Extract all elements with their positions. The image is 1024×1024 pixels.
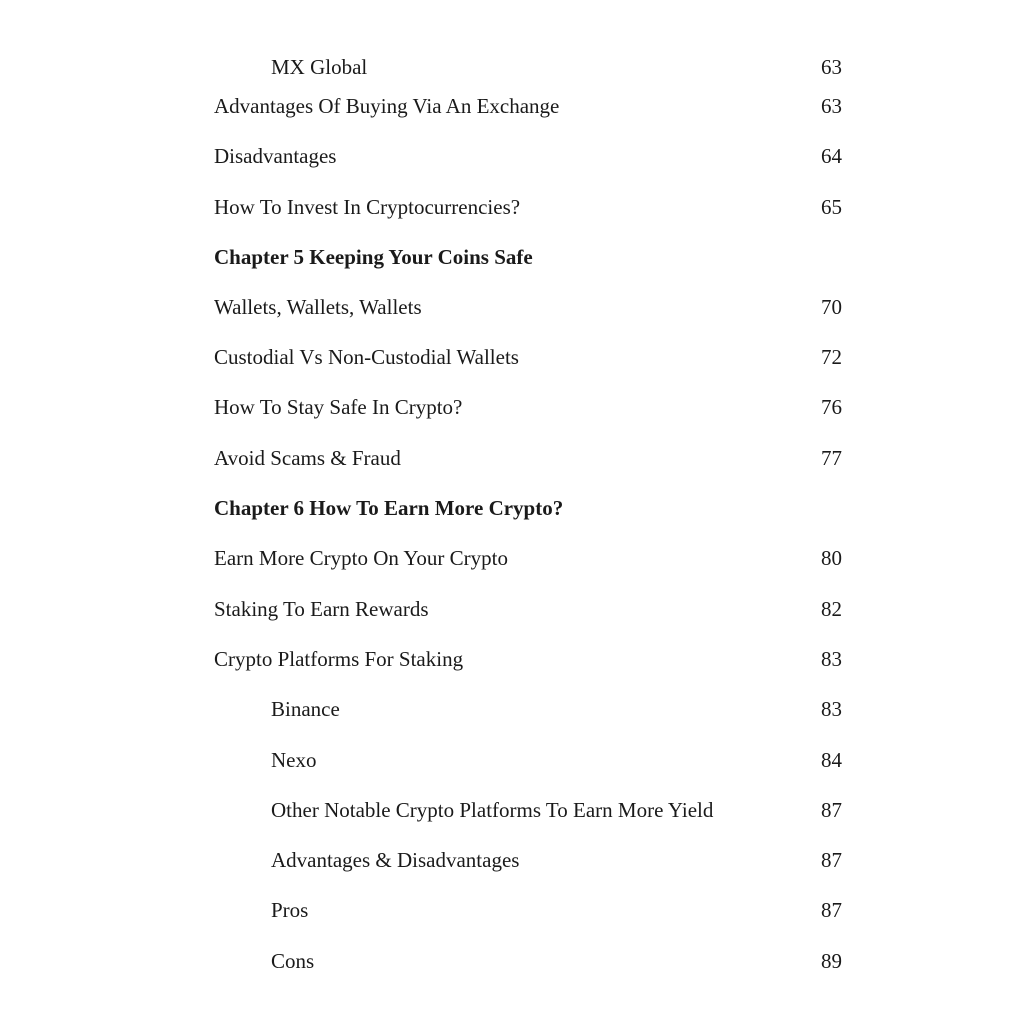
toc-entry-nexo[interactable] <box>214 745 842 775</box>
toc-entry-binance[interactable] <box>214 694 842 724</box>
toc-entry-page: 83 <box>821 697 842 721</box>
toc-entry-advantages-exchange[interactable] <box>214 91 842 121</box>
toc-entry-title: Avoid Scams & Fraud <box>214 446 401 470</box>
toc-entry-page: 63 <box>821 55 842 79</box>
toc-entry-page: 72 <box>821 345 842 369</box>
toc-entry-disadvantages[interactable] <box>214 141 842 171</box>
toc-entry-title: Disadvantages <box>214 144 337 168</box>
toc-entry-custodial-wallets[interactable] <box>214 342 842 372</box>
toc-entry-mx-global[interactable] <box>214 52 842 82</box>
toc-entry-staking-platforms[interactable] <box>214 644 842 674</box>
toc-entry-page: 76 <box>821 395 842 419</box>
toc-entry-page: 87 <box>821 898 842 922</box>
toc-entry-title: Advantages & Disadvantages <box>271 848 520 872</box>
toc-entry-pros[interactable] <box>214 895 842 925</box>
chapter-heading: Chapter 5 Keeping Your Coins Safe <box>214 245 533 269</box>
toc-entry-page: 84 <box>821 748 842 772</box>
toc-entry-page: 87 <box>821 798 842 822</box>
toc-entry-page: 83 <box>821 647 842 671</box>
toc-entry-title: Wallets, Wallets, Wallets <box>214 295 422 319</box>
toc-entry-staking-rewards[interactable] <box>214 594 842 624</box>
toc-entry-avoid-scams[interactable] <box>214 443 842 473</box>
toc-entry-cons[interactable] <box>214 946 842 976</box>
toc-chapter-5[interactable] <box>214 242 842 272</box>
toc-entry-page: 77 <box>821 446 842 470</box>
toc-entry-title: Custodial Vs Non-Custodial Wallets <box>214 345 519 369</box>
toc-entry-title: Advantages Of Buying Via An Exchange <box>214 94 560 118</box>
chapter-heading: Chapter 6 How To Earn More Crypto? <box>214 496 564 520</box>
toc-entry-page: 82 <box>821 597 842 621</box>
toc-entry-title: MX Global <box>271 55 368 79</box>
toc-entry-how-to-invest[interactable] <box>214 192 842 222</box>
toc-entry-stay-safe[interactable] <box>214 392 842 422</box>
toc-entry-advantages-disadvantages[interactable] <box>214 845 842 875</box>
toc-entry-title: Binance <box>271 697 340 721</box>
toc-entry-page: 70 <box>821 295 842 319</box>
toc-entry-page: 64 <box>821 144 842 168</box>
toc-entry-title: Cons <box>271 949 315 973</box>
toc-chapter-6[interactable] <box>214 493 842 523</box>
toc-entry-page: 89 <box>821 949 842 973</box>
toc-entry-page: 63 <box>821 94 842 118</box>
toc-entry-title: Earn More Crypto On Your Crypto <box>214 546 508 570</box>
toc-entry-other-platforms[interactable] <box>214 795 842 825</box>
toc-entry-earn-more-crypto[interactable] <box>214 543 842 573</box>
toc-entry-title: Other Notable Crypto Platforms To Earn More Yield <box>271 798 714 822</box>
toc-entry-page: 87 <box>821 848 842 872</box>
toc-entry-title: Crypto Platforms For Staking <box>214 647 464 671</box>
toc-entry-title: How To Stay Safe In Crypto? <box>214 395 463 419</box>
toc-entry-title: Nexo <box>271 748 317 772</box>
toc-entry-page: 80 <box>821 546 842 570</box>
toc-entry-title: Pros <box>271 898 309 922</box>
toc-entry-title: How To Invest In Cryptocurrencies? <box>214 195 521 219</box>
toc-entry-title: Staking To Earn Rewards <box>214 597 429 621</box>
toc-entry-page: 65 <box>821 195 842 219</box>
toc-entry-wallets[interactable] <box>214 292 842 322</box>
